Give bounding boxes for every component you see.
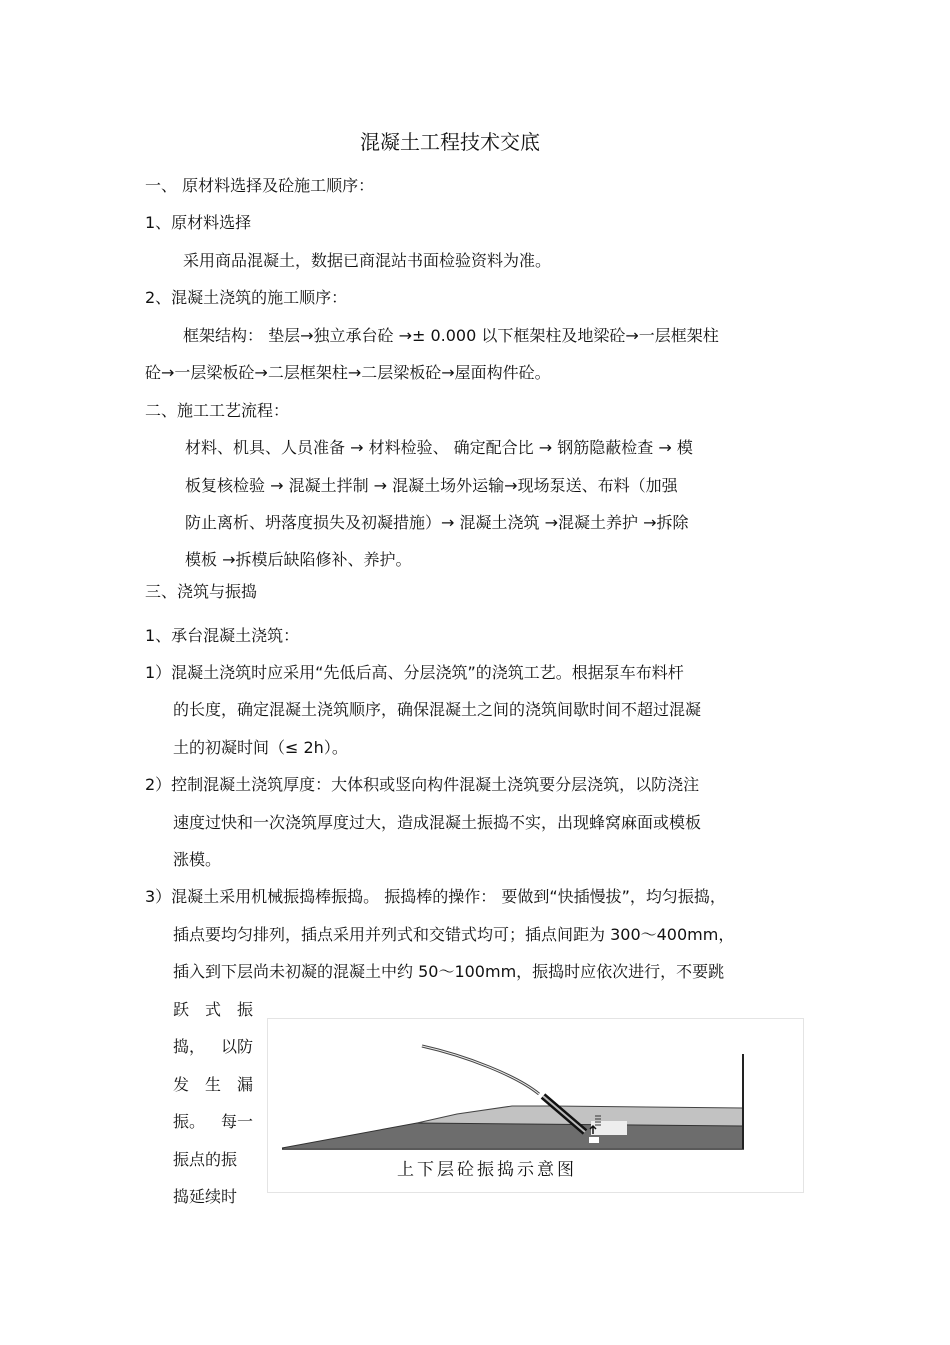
side-text-line [173, 1111, 253, 1133]
side-text-char: 每一 [220, 1112, 253, 1131]
side-text-char: 捣， [173, 1037, 206, 1056]
paragraph-line: 3）混凝土采用机械振捣棒振捣。 振捣棒的操作： 要做到“快插慢拔”，均匀振捣， [145, 887, 726, 906]
vibration-diagram [267, 1018, 804, 1193]
paragraph-line: 涨模。 [173, 850, 222, 869]
paragraph-line: 框架结构： 垫层→独立承台砼 →± 0.000 以下框架柱及地梁砼→一层框架柱 [183, 326, 719, 345]
section-heading-2: 二、施工工艺流程： [145, 401, 290, 420]
process-flow-line: 模板 →拆模后缺陷修补、养护。 [185, 550, 412, 569]
side-text-char: 漏 [236, 1075, 253, 1094]
side-text-char: 生 [204, 1075, 221, 1094]
process-flow-line: 材料、机具、人员准备 → 材料检验、 确定配合比 → 钢筋隐蔽检查 → 模 [185, 438, 693, 457]
vibrator-hose [422, 1046, 539, 1094]
side-text-char: 以防 [220, 1037, 253, 1056]
paragraph-line: 插点要均匀排列，插点采用并列式和交错式均可；插点间距为 300～400mm， [173, 925, 735, 944]
paragraph-line: 的长度，确定混凝土浇筑顺序，确保混凝土之间的浇筑间歇时间不超过混凝 [173, 700, 702, 719]
side-text-line [173, 1036, 253, 1058]
subsection-heading: 2、混凝土浇筑的施工顺序： [145, 288, 348, 307]
subsection-heading: 1、承台混凝土浇筑： [145, 626, 300, 645]
section-heading-3: 三、浇筑与振捣 [145, 582, 258, 601]
vibration-zone-marker [589, 1137, 599, 1143]
side-text-line [173, 1074, 253, 1096]
figure-caption: 上下层砼振捣示意图 [397, 1160, 577, 1180]
paragraph-line: 插入到下层尚未初凝的混凝土中约 50～100mm，振捣时应依次进行，不要跳 [173, 962, 725, 981]
paragraph-line: 2）控制混凝土浇筑厚度：大体积或竖向构件混凝土浇筑要分层浇筑，以防浇注 [145, 775, 700, 794]
paragraph-line: 速度过快和一次浇筑厚度过大，造成混凝土振捣不实，出现蜂窝麻面或模板 [173, 813, 702, 832]
side-text-line: 振点的振 [173, 1150, 238, 1169]
side-text-char: 振。 [173, 1112, 206, 1131]
side-text-char: 发 [173, 1075, 190, 1094]
side-text-line [173, 999, 253, 1021]
paragraph-line: 采用商品混凝土，数据已商混站书面检验资料为准。 [183, 251, 552, 270]
subsection-heading: 1、原材料选择 [145, 213, 252, 232]
paragraph-line: 土的初凝时间（≤ 2h）。 [173, 738, 348, 757]
side-text-line: 捣延续时 [173, 1187, 238, 1206]
section-heading-1: 一、 原材料选择及砼施工顺序： [145, 176, 375, 195]
paragraph-line: 砼→一层梁板砼→二层框架柱→二层梁板砼→屋面构件砼。 [145, 363, 551, 382]
process-flow-line: 防止离析、坍落度损失及初凝措施）→ 混凝土浇筑 →混凝土养护 →拆除 [185, 513, 689, 532]
document-title: 混凝土工程技术交底 [360, 130, 540, 154]
paragraph-line: 1）混凝土浇筑时应采用“先低后高、分层浇筑”的浇筑工艺。根据泵车布料杆 [145, 663, 684, 682]
process-flow-line: 板复核检验 → 混凝土拌制 → 混凝土场外运输→现场泵送、布料（加强 [185, 476, 678, 495]
vibrator-hose-highlight [422, 1046, 539, 1094]
side-text-char: 式 [204, 1000, 221, 1019]
side-text-char: 振 [236, 1000, 253, 1019]
side-text-char: 跃 [173, 1000, 190, 1019]
vibration-zone-marker [591, 1121, 627, 1135]
